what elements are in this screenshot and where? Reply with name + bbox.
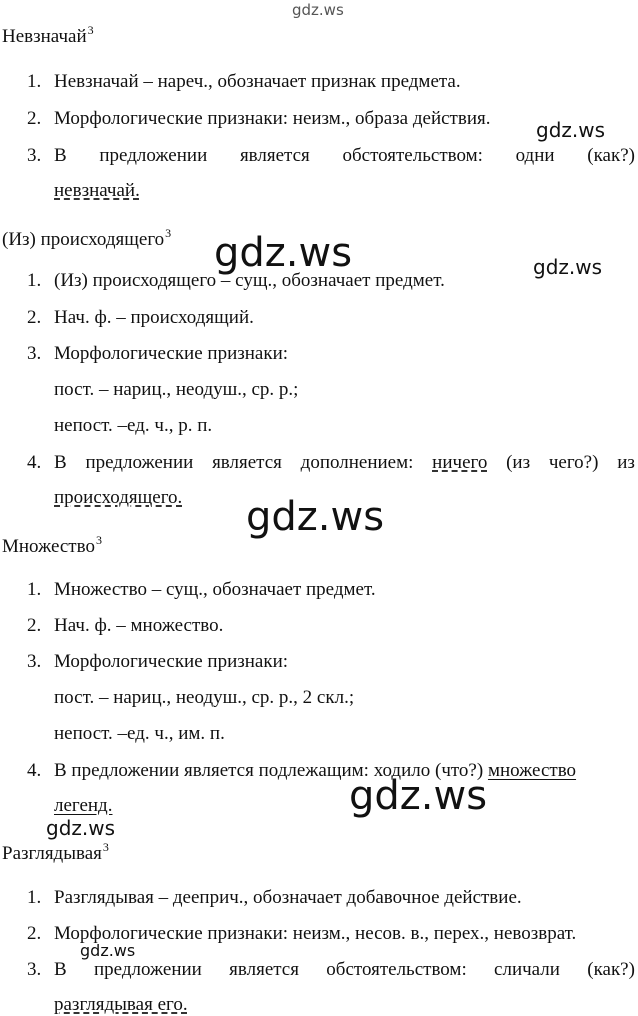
item-text: Морфологические признаки: [54,651,289,672]
watermark: gdz.ws [536,118,606,142]
item-text: В предложении является обстоятельством: сличали (как?) [54,959,635,980]
watermark: gdz.ws [46,816,116,840]
heading-text: Разглядывая [2,843,102,864]
item-subline: непост. –ед. ч., р. п. [54,415,213,436]
item-number: 1. [27,579,42,600]
watermark: gdz.ws [349,773,488,819]
watermark: gdz.ws [214,230,353,276]
item-text: Множество – сущ., обозначает предмет. [54,579,376,600]
item-text: Нач. ф. – множество. [54,615,224,636]
item-text: Морфологические признаки: неизм., образа действия. [54,108,491,129]
item-continuation: легенд. [54,795,113,816]
item-continuation: невзначай. [54,180,140,201]
item-number: 2. [27,108,42,129]
section-heading [2,23,94,48]
heading-sup: 3 [165,226,172,240]
item-number: 3. [27,343,42,364]
item-subline: пост. – нариц., неодуш., ср. р.; [54,379,299,400]
item-text: Разглядывая – дееприч., обозначает добавочное действие. [54,887,522,908]
item-text: Морфологические признаки: [54,343,289,364]
heading-sup: 3 [87,23,94,37]
section-heading [2,533,102,558]
item-number: 2. [27,923,42,944]
item-text: Невзначай – нареч., обозначает признак предмета. [54,71,461,92]
item-text: В предложении является обстоятельством: одни (как?) [54,145,635,166]
watermark: gdz.ws [80,941,136,960]
item-text: Морфологические признаки: неизм., несов. в., перех., невозврат. [54,923,577,944]
item-subline: пост. – нариц., неодуш., ср. р., 2 скл.; [54,687,355,708]
item-number: 3. [27,959,42,980]
item-continuation: происходящего. [54,487,183,508]
heading-sup: 3 [95,533,102,547]
watermark: gdz.ws [246,494,385,540]
item-number: 1. [27,887,42,908]
watermark: gdz.ws [533,255,603,279]
section-heading [2,840,109,865]
heading-text: (Из) происходящего [2,229,165,250]
item-text: Нач. ф. – происходящий. [54,307,254,328]
item-number: 4. [27,760,42,781]
item-number: 4. [27,452,42,473]
item-number: 3. [27,651,42,672]
item-number: 1. [27,71,42,92]
item-number: 2. [27,615,42,636]
item-number: 2. [27,307,42,328]
heading-text: Невзначай [2,26,87,47]
item-subline: непост. –ед. ч., им. п. [54,723,225,744]
item-text: (Из) происходящего – сущ., обозначает предмет. [54,270,445,291]
item-text: В предложении является подлежащим: ходило (что?) множество [54,760,577,781]
heading-sup: 3 [102,840,109,854]
item-continuation: разглядывая его. [54,994,188,1015]
item-number: 1. [27,270,42,291]
section-heading [2,226,171,251]
watermark: gdz.ws [292,1,344,19]
item-text: В предложении является дополнением: ничего (из чего?) из [54,452,635,473]
heading-text: Множество [2,536,95,557]
item-number: 3. [27,145,42,166]
